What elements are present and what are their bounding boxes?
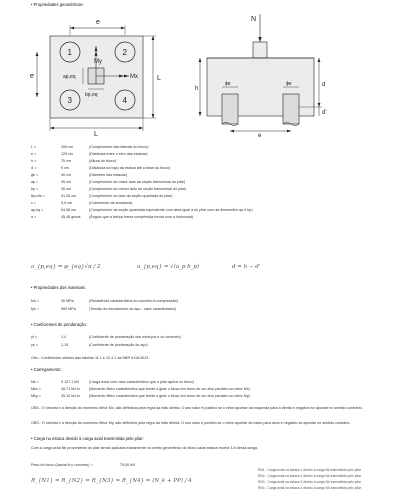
row-description: (Coeficiente de ponderação do aço)	[89, 343, 148, 347]
section-materials-heading: • Propriedades dos materiais:	[31, 285, 86, 290]
formula-ap-eq-circle: a_{p,eq} = φ_{eq}√π / 2	[31, 264, 101, 270]
row-symbol: α =	[31, 215, 37, 219]
label-n: N	[251, 16, 257, 23]
obs-mx-paragraph: OBS.: O vetorial e a direção do momento fletor Mx, são definidos pela regra da mão direita. O seu valor é positivo se o vetor apontar da esquerda para a direita e negativo se apontar no sentido contrário.	[31, 406, 363, 410]
block-plan-diagram	[30, 12, 165, 137]
arrowhead	[199, 112, 202, 116]
pile-left	[222, 94, 238, 124]
row-symbol: e =	[31, 152, 37, 156]
row-description: (Distância do topo da estaca até a base do bloco)	[89, 166, 171, 170]
axial-paragraph: Com a carga axial Nk proveniente do pilar sendo aplicada exatamente no centro geométrico do bloco cada estaca recebe 1/4 dessa carga.	[31, 446, 258, 450]
row-symbol: ap,eq =	[31, 208, 44, 212]
row-value: 30 MPa	[61, 299, 74, 303]
row-symbol: Bp,efe =	[31, 194, 45, 198]
row-value: 45,71 kN.m	[61, 387, 80, 391]
row-symbol: Mkx =	[31, 387, 41, 391]
pile-4-label: 4	[122, 96, 127, 105]
pile-3-label: 3	[67, 96, 72, 105]
label-e-left: e	[30, 73, 34, 80]
row-value: 95 cm	[61, 180, 72, 184]
loading-table	[31, 380, 391, 400]
row-description: (Diâmetro das estacas)	[89, 173, 128, 177]
arrowhead	[318, 58, 321, 62]
row-symbol: bp =	[31, 187, 39, 191]
formula-d: d = h − d'	[232, 264, 261, 270]
arrowhead	[152, 36, 155, 40]
reaction-legend	[258, 468, 408, 494]
label-d: d	[322, 82, 326, 88]
row-description: (Coeficiente de ponderação dos esforços e do concreto)	[89, 335, 181, 339]
row-value: 40 cm	[61, 173, 72, 177]
row-symbol: d' =	[31, 166, 37, 170]
row-value: 200 cm	[61, 145, 74, 149]
self-weight-label: Peso do bloco (Aaxial·h·γ concreto) =	[31, 463, 93, 467]
label-e-top: e	[96, 19, 100, 26]
obs-my-paragraph: OBS.: O vetorial e a direção do momento fletor My, são definidos pela regra da mão direita. O seu valor é positivo se o vetor apontar de baixo para cima e negativo se apontar no sentido contrário.	[31, 421, 351, 425]
arrowhead	[139, 127, 143, 130]
section-weighting-heading: • Coeficientes de ponderação:	[31, 322, 87, 327]
label-dprime: d'	[322, 110, 327, 116]
label-phi-right: ϕe	[286, 81, 292, 87]
row-value: 45,48 graus	[61, 215, 81, 219]
row-value: 5,0 cm	[61, 201, 73, 205]
row-description: (Comprimento do maior lado da seção transversal do pilar)	[89, 180, 186, 184]
row-description: (Altura do bloco)	[89, 159, 117, 163]
row-value: 54,98 cm	[61, 208, 77, 212]
label-L-right: L	[157, 75, 161, 82]
self-weight-value: 75,00 kN	[120, 463, 135, 467]
section-loading-heading: • Carregamento:	[31, 367, 62, 372]
label-ap-eq: ap,eq	[63, 74, 76, 80]
row-symbol: ap =	[31, 180, 39, 184]
row-symbol: h =	[31, 159, 37, 163]
weighting-note: Obs.: Coeficientes obtidos das tabelas 11.1 e 12.4.1 da NBR 6118:2023.	[31, 356, 150, 360]
load-n-arrowhead	[258, 37, 261, 42]
arrowhead	[318, 103, 321, 107]
formula-pile-reactions: R_{N1} = R_{N2} = R_{N3} = R_{N4} = (N_k + PP) / 4	[31, 478, 192, 484]
pile-1-label: 1	[67, 48, 72, 57]
arrowhead	[121, 27, 125, 30]
arrowhead	[152, 114, 155, 118]
row-symbol: fyk =	[31, 307, 39, 311]
arrowhead	[36, 93, 39, 97]
row-description: (Ângulo que a treliça forma comprimida forma com a horizontal)	[89, 215, 194, 219]
row-symbol: γs =	[31, 343, 38, 347]
row-symbol: c =	[31, 201, 37, 205]
row-description: (Comprimento das laterais do bloco)	[89, 145, 149, 149]
row-description: (Tensão de escoamento do aço - valor característico)	[89, 307, 176, 311]
row-symbol: γf =	[31, 335, 38, 339]
row-description: (Comprimento do menor lado da seção transversal do pilar)	[89, 187, 187, 191]
arrowhead	[230, 130, 234, 133]
legend-item: RN4 - Carga axial na estaca 4 devido à carga Nk transmitida pelo pilar	[258, 486, 361, 490]
row-value: 3 107,1 kN	[61, 380, 79, 384]
row-description: (Carga axial com valor característico que o pilar aplica no bloco)	[89, 380, 194, 384]
pile-right	[283, 94, 299, 124]
row-symbol: L =	[31, 145, 37, 149]
row-value: 1,15	[61, 343, 69, 347]
label-e: e	[258, 133, 262, 137]
column	[253, 42, 267, 58]
row-description: (Cobrimento da armadura)	[89, 201, 133, 205]
legend-item: RN1 - Carga axial na estaca 1 devido à carga Nk transmitida pelo pilar	[258, 468, 361, 472]
weighting-table	[31, 335, 391, 349]
row-value: 35,10 kN.m	[61, 394, 80, 398]
legend-item: RN3 - Carga axial na estaca 3 devido à carga Nk transmitida pelo pilar	[258, 480, 361, 484]
arrowhead	[36, 52, 39, 56]
section-geometry-heading: • Propriedades geométricas:	[31, 2, 84, 7]
label-h: h	[195, 86, 199, 92]
row-description: (Momento fletor característico que tende a girar o bloco em torno de um eixo paralelo ao vetor Mx)	[89, 387, 250, 391]
row-value: 1,4	[61, 335, 67, 339]
row-symbol: ϕe =	[31, 173, 39, 177]
materials-table	[31, 299, 391, 313]
block-elevation-diagram	[195, 12, 330, 137]
row-value: 75 cm	[61, 159, 72, 163]
arrowhead	[199, 58, 202, 62]
arrowhead	[50, 127, 54, 130]
row-description: (Comprimento do lado da seção quadrada do pilar)	[89, 194, 173, 198]
row-description: (Momento fletor característico que tende a girar o bloco em torno de um eixo paralelo ao vetor My)	[89, 394, 250, 398]
row-symbol: Nk =	[31, 380, 39, 384]
label-L-bottom: L	[94, 131, 98, 137]
row-description: (Resistência característica do concreto à compressão)	[89, 299, 178, 303]
label-phi-left: ϕe	[225, 81, 231, 87]
label-my: My	[94, 59, 102, 65]
section-axial-heading: • Carga na estaca devido à carga axial transmitida pelo pilar:	[31, 436, 144, 441]
row-value: 41,25 cm	[61, 194, 77, 198]
row-symbol: fck =	[31, 299, 39, 303]
row-value: 500 MPa	[61, 307, 76, 311]
label-mx: Mx	[130, 74, 138, 80]
arrowhead	[70, 27, 74, 30]
arrowhead	[287, 130, 291, 133]
row-symbol: Mky =	[31, 394, 41, 398]
row-value: 120 cm	[61, 152, 74, 156]
row-description: (Distância entre o eixo das estacas)	[89, 152, 148, 156]
legend-item: RN2 - Carga axial na estaca 2 devido à carga Nk transmitida pelo pilar	[258, 474, 361, 478]
pile-2-label: 2	[122, 48, 127, 57]
formula-ap-eq-rect: a_{p,eq} = √(a_p b_p)	[137, 264, 200, 270]
geometry-table	[31, 145, 391, 251]
row-value: 30 cm	[61, 187, 72, 191]
row-value: 9 cm	[61, 166, 69, 170]
row-description: (Comprimento da seção quadrada equivalente com área igual a do pilar com as dimensões ap e bp)	[89, 208, 253, 212]
label-bp-eq: bp,eq	[85, 92, 98, 98]
